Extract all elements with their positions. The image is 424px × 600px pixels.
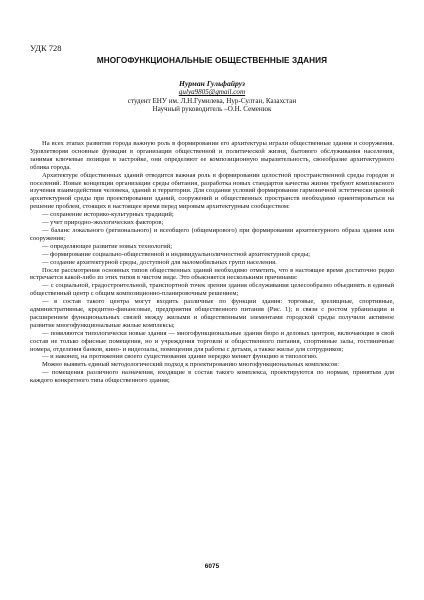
paragraph: На всех этапах развития города важную роль в формировании его архитектуры играли общественные здания и сооружения. Удовлетворяя основные функции в организации общественной и политической жизни, бытового обслуживания населения, занимая ключевые позиции в застройке, они определяют ее композиционную выразительность, своеобразие архитектурного облика города.: [30, 140, 394, 171]
author-name: Нурман Гульфайруз: [179, 79, 245, 88]
list-item: — появляются типологически новые здания — многофункциональные здания бюро и деловых центров, включающие в свой состав не только офисные помещения, но и учреждения торговли и общественного питания, спортивные залы, гостиничные номера, отделения банков, кино- и видеозалы, помещения для работы с детьми, а также жилье для сотрудников;: [30, 329, 394, 353]
article-body: [30, 140, 394, 385]
paragraph: После рассмотрения основных типов общественных зданий необходимо отметить, что в настоящее время достаточно редко встречается какой-либо из этих типов в чистом виде. Это объясняется несколькими причинами:: [30, 266, 394, 282]
list-item: — формирование социально-общественной и индивидуальноличностной архитектурной среды;: [42, 250, 311, 258]
list-item: — и наконец, на протяжении своего существования здание нередко меняет функцию и типологию.: [42, 353, 318, 361]
list-item: — в состав такого центра могут входить различные по функции здания: торговые, зрелищные, спортивные, административные, кредитно-финансовые, предприятия общественного питания (Рис. 1); в связи с ростом урбанизации и расширением функциональных связей между жилыми и общественными элементами городской среды получили активное развитие многофункциональные жилые комплексы;: [30, 298, 394, 329]
supervisor: Научный руководитель –О.Н. Семенюк: [152, 105, 272, 114]
page-number: 6075: [204, 563, 220, 570]
paragraph: Архитектуре общественных зданий отводится важная роль в формировании целостной пространственной среды городов и поселений. Новые концепции организации среды обитания, разработка новых стандартов качества жизни требуют комплексного изучения взаимодействия человека, зданий и территории. Для создания условий формирования гармоничной эстетически ценной архитектурной среды при проектировании зданий, сооружений и общественных пространств необходимо ориентироваться на решение проблем, стоящих в настоящее время перед мировым архитектурным сообществом:: [30, 171, 394, 211]
list-item: — определяющее развитие новых технологий;: [42, 242, 173, 250]
article-title: МНОГОФУНКЦИОНАЛЬНЫЕ ОБЩЕСТВЕННЫЕ ЗДАНИЯ: [96, 56, 328, 65]
list-item: — баланс локального (регионального) и всеобщего (общемирового) при формировании архитектурного образа здания или сооружения;: [30, 226, 394, 242]
list-item: — учет природно-экологических факторов;: [42, 219, 164, 227]
list-item: — сохранение историко-культурных традиций;: [42, 211, 174, 219]
list-item: — помещения различного назначения, входящие в состав такого комплекса, проектируются по нормам, принятым для каждого конкретного типа общественного здания;: [30, 369, 394, 385]
author-block: [0, 80, 424, 114]
paragraph: Можно выявить единый методологический подход к проектированию многофункциональных комплексов:: [42, 361, 340, 369]
udk-code: УДК 728: [30, 43, 62, 53]
author-affiliation: студент ЕНУ им. Л.Н.Гумилева, Нур-Султан, Казахстан: [127, 96, 297, 105]
list-item: — создание архитектурной среды, доступной для маломобильных групп населения.: [42, 258, 277, 266]
list-item: — с социальной, градостроительной, транспортной точек зрения здания обслуживания целесообразно объединять в единый общественный центр с общим композиционно-планировочным решением;: [30, 282, 394, 298]
author-email: gulya9805@gmail.com: [178, 88, 246, 97]
